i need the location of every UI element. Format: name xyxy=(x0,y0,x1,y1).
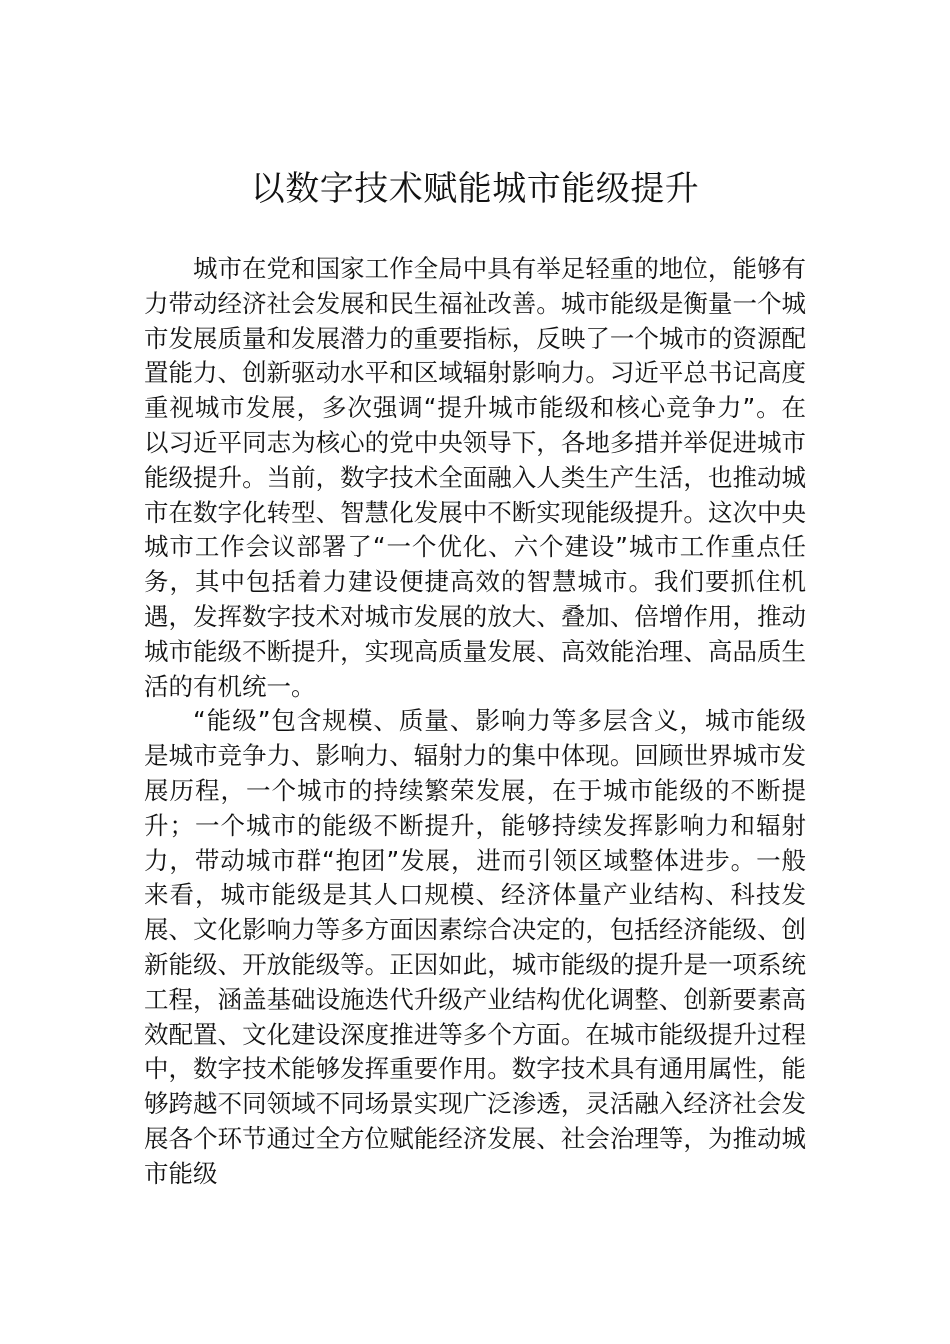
document-body xyxy=(144,252,806,1192)
document-title: 以数字技术赋能城市能级提升 xyxy=(250,169,700,209)
paragraph-2: “能级”包含规模、质量、影响力等多层含义，城市能级是城市竞争力、影响力、辐射力的集中体现。回顾世界城市发展历程，一个城市的持续繁荣发展，在于城市能级的不断提升；一个城市的能级不断提升，能够持续发挥影响力和辐射力，带动城市群“抱团”发展，进而引领区域整体进步。一般来看，城市能级是其人口规模、经济体量产业结构、科技发展、文化影响力等多方面因素综合决定的，包括经济能级、创新能级、开放能级等。正因如此，城市能级的提升是一项系统工程，涵盖基础设施迭代升级产业结构优化调整、创新要素高效配置、文化建设深度推进等多个方面。在城市能级提升过程中，数字技术能够发挥重要作用。数字技术具有通用属性，能够跨越不同领域不同场景实现广泛渗透，灵活融入经济社会发展各个环节通过全方位赋能经济发展、社会治理等，为推动城市能级 xyxy=(144,706,806,1188)
paragraph-1: 城市在党和国家工作全局中具有举足轻重的地位，能够有力带动经济社会发展和民生福祉改善。城市能级是衡量一个城市发展质量和发展潜力的重要指标，反映了一个城市的资源配置能力、创新驱动水平和区域辐射影响力。习近平总书记高度重视城市发展，多次强调“提升城市能级和核心竞争力”。在以习近平同志为核心的党中央领导下，各地多措并举促进城市能级提升。当前，数字技术全面融入人类生产生活，也推动城市在数字化转型、智慧化发展中不断实现能级提升。这次中央城市工作会议部署了“一个优化、六个建设”城市工作重点任务，其中包括着力建设便捷高效的智慧城市。我们要抓住机遇，发挥数字技术对城市发展的放大、叠加、倍增作用，推动城市能级不断提升，实现高质量发展、高效能治理、高品质生活的有机统一。 xyxy=(144,254,806,701)
